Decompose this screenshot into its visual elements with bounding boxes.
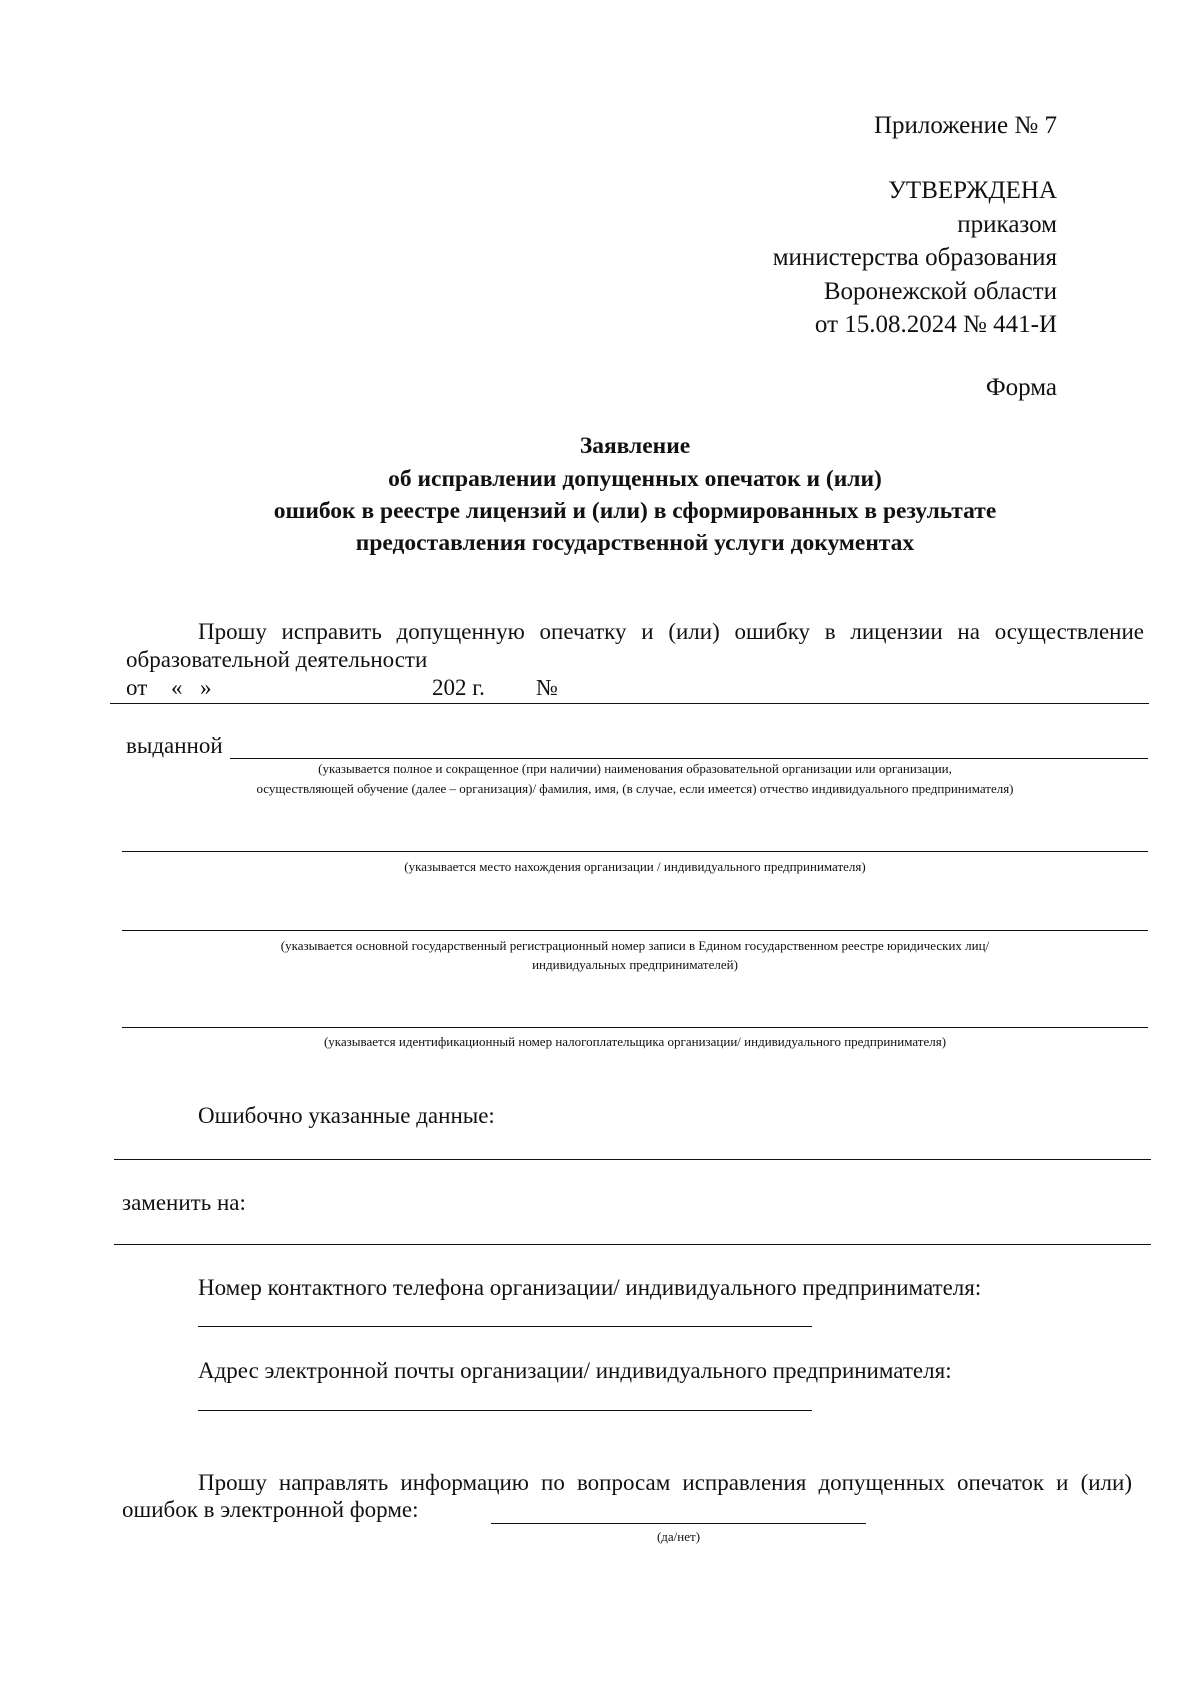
quote-open: « <box>171 675 183 700</box>
electronic-form-answer-field[interactable] <box>491 1523 866 1524</box>
electronic-request-line1: Прошу направлять информацию по вопросам исправления допущенных опечаток и (или) <box>198 1470 1132 1495</box>
replacement-data-field[interactable] <box>114 1244 1151 1245</box>
document-title: Заявление <box>579 433 691 459</box>
phone-field[interactable] <box>198 1326 812 1327</box>
location-field[interactable] <box>122 851 1148 852</box>
ogrn-hint-line1: (указывается основной государственный регистрационный номер записи в Едином государственном реестре юридических лиц/ <box>280 938 990 953</box>
order-reference: от 15.08.2024 № 441-И <box>814 311 1057 338</box>
organization-name-hint-line1: (указывается полное и сокращенное (при наличии) наименования образовательной организации или организации, <box>318 761 952 776</box>
replace-with-label: заменить на: <box>122 1190 246 1215</box>
organization-name-hint-line2: осуществляющей обучение (далее – организация)/ фамилия, имя, (в случае, если имеется) отчество индивидуального предпринимателя) <box>256 781 1014 796</box>
approved-stamp: УТВЕРЖДЕНА <box>888 177 1057 204</box>
erroneous-data-field[interactable] <box>114 1159 1151 1160</box>
issued-to-label: выданной <box>126 733 223 758</box>
appendix-number: Приложение № 7 <box>873 112 1057 139</box>
document-subtitle-line1: об исправлении допущенных опечаток и (или) <box>388 466 882 492</box>
phone-label: Номер контактного телефона организации/ индивидуального предпринимателя: <box>198 1275 982 1300</box>
ogrn-hint-line2: индивидуальных предпринимателей) <box>532 957 738 972</box>
email-field[interactable] <box>198 1410 812 1411</box>
document-subtitle-line2: ошибок в реестре лицензий и (или) в сформированных в результате <box>273 498 997 524</box>
request-line1: Прошу исправить допущенную опечатку и (или) ошибку в лицензии на осуществление <box>198 619 1144 644</box>
form-label: Форма <box>985 374 1057 401</box>
date-from-label: от <box>126 675 148 700</box>
document-subtitle-line3: предоставления государственной услуги документах <box>355 530 915 556</box>
license-date-number-field[interactable] <box>110 703 1149 704</box>
request-line2: образовательной деятельности <box>126 647 428 672</box>
region-name: Воронежской области <box>823 278 1057 305</box>
location-hint: (указывается место нахождения организации / индивидуального предпринимателя) <box>404 859 866 874</box>
inn-field[interactable] <box>122 1027 1148 1028</box>
ministry-name: министерства образования <box>772 244 1057 271</box>
erroneous-data-label: Ошибочно указанные данные: <box>198 1103 495 1128</box>
yes-no-hint: (да/нет) <box>656 1529 701 1544</box>
organization-name-field[interactable] <box>230 758 1148 759</box>
number-sign: № <box>536 675 558 700</box>
email-label: Адрес электронной почты организации/ индивидуального предпринимателя: <box>198 1358 952 1383</box>
year-label: 202 г. <box>432 675 485 700</box>
ogrn-field[interactable] <box>122 930 1148 931</box>
approved-by-order: приказом <box>957 211 1057 238</box>
electronic-request-line2: ошибок в электронной форме: <box>122 1497 419 1522</box>
inn-hint: (указывается идентификационный номер налогоплательщика организации/ индивидуального предпринимателя) <box>323 1034 947 1049</box>
quote-close: » <box>200 675 212 700</box>
